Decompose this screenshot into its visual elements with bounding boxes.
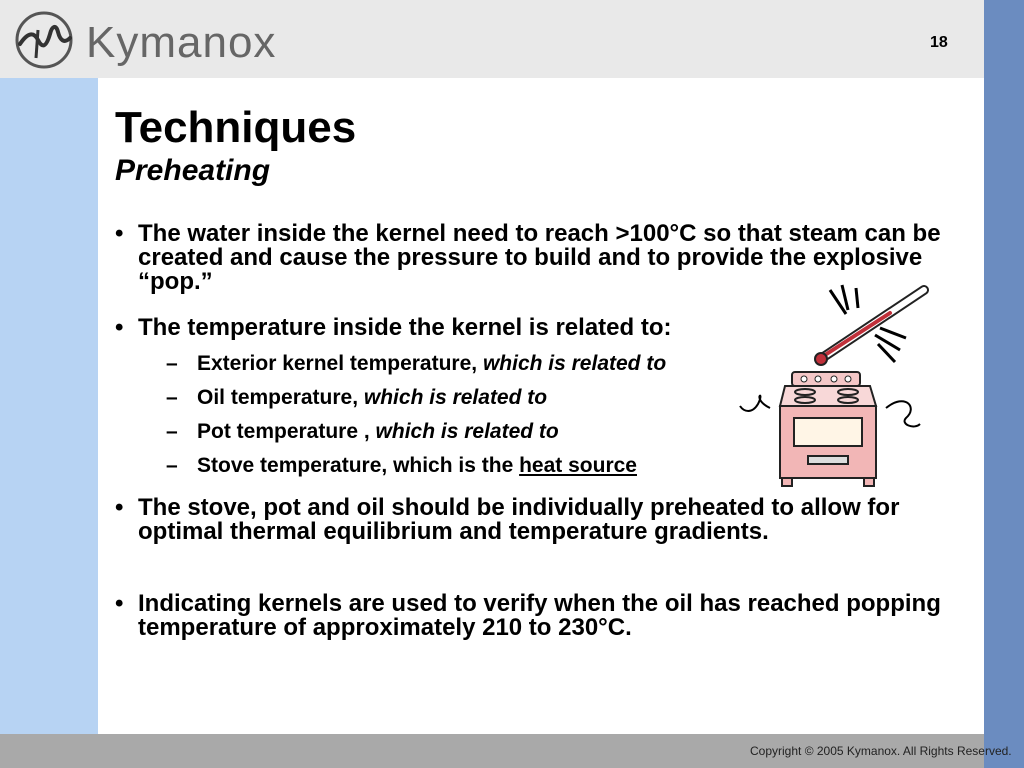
slide-title: Techniques xyxy=(115,103,357,152)
bullet-marker: • xyxy=(115,314,124,341)
right-accent-bar xyxy=(984,0,1024,768)
bullet-marker: • xyxy=(115,590,124,617)
logo-icon xyxy=(14,10,74,70)
copyright-text: Copyright © 2005 Kymanox. All Rights Reserved. xyxy=(750,744,1012,758)
sub-bullet-text: Pot temperature , which is related to xyxy=(197,420,559,443)
stove-icon xyxy=(740,372,920,486)
logo-text: Kymanox xyxy=(86,18,277,67)
left-accent-bar xyxy=(0,78,98,734)
sub-bullet-text: Oil temperature, which is related to xyxy=(197,386,548,409)
footer-left-bar xyxy=(0,734,98,768)
bullet-marker: • xyxy=(115,494,124,521)
bullet-text: The water inside the kernel need to reach >100°C so that steam can be created and cause the pressure to build and to provide the explosive “pop.” xyxy=(138,220,941,295)
thermometer-icon xyxy=(815,285,924,365)
sub-bullet-marker: – xyxy=(166,386,178,409)
kymanox-logo xyxy=(14,10,334,72)
bullet-text: The temperature inside the kernel is related to: xyxy=(138,314,672,341)
sub-bullet-marker: – xyxy=(166,454,178,477)
slide-number: 18 xyxy=(930,34,948,51)
sub-bullet-text: Stove temperature, which is the heat source xyxy=(197,454,637,477)
hot-stove-thermometer-clipart xyxy=(730,280,945,490)
slide-subtitle: Preheating xyxy=(115,154,271,187)
sub-bullet-marker: – xyxy=(166,420,178,443)
sub-bullet-text: Exterior kernel temperature, which is related to xyxy=(197,352,667,375)
sub-bullet-marker: – xyxy=(166,352,178,375)
bullet-text: Indicating kernels are used to verify when the oil has reached popping temperature of approximately 210 to 230°C. xyxy=(138,590,941,641)
bullet-marker: • xyxy=(115,220,124,247)
bullet-text: The stove, pot and oil should be individually preheated to allow for optimal thermal equilibrium and temperature gradients. xyxy=(138,494,900,545)
